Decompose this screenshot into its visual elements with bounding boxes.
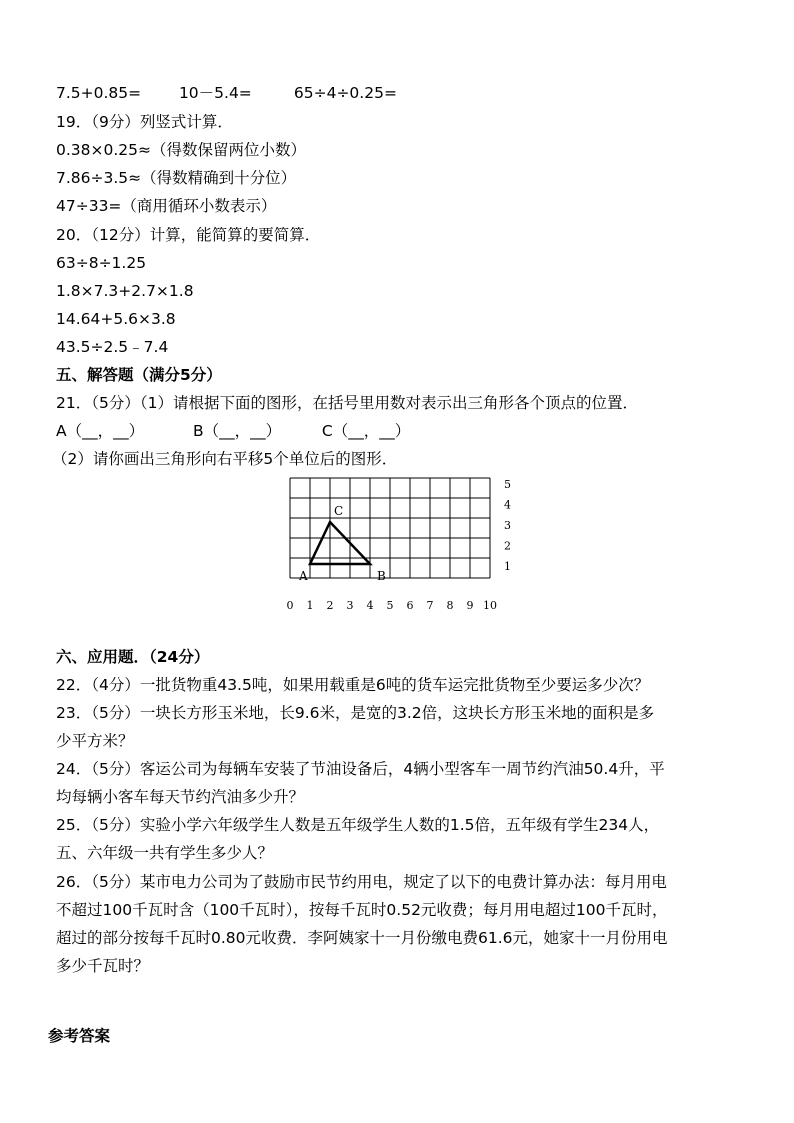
q19-item-3: 47÷33=（商用循环小数表示） bbox=[56, 197, 277, 215]
q24-line-2: 均每辆小客车每天节约汽油多少升？ bbox=[56, 788, 305, 806]
q19-title: 19．（9分）列竖式计算． bbox=[56, 113, 233, 131]
q26-line-1: 26．（5分）某市电力公司为了鼓励市民节约用电，规定了以下的电费计算办法：每月用电 bbox=[56, 873, 667, 891]
vertex-label-b: B bbox=[377, 569, 386, 583]
x-tick-label: 1 bbox=[306, 599, 314, 612]
y-tick-label: 2 bbox=[504, 539, 511, 553]
reference-answers: 参考答案 bbox=[48, 1027, 111, 1045]
calc-item-2: 10－5.4= bbox=[178, 84, 252, 102]
x-tick-label: 3 bbox=[346, 599, 354, 612]
q20-item-4: 43.5÷2.5﹣7.4 bbox=[56, 338, 169, 356]
blank-c: C（__，__） bbox=[321, 422, 411, 440]
x-tick-label: 0 bbox=[286, 599, 294, 612]
calc-item-1: 7.5+0.85= bbox=[56, 84, 142, 102]
calc-item-3: 65÷4÷0.25= bbox=[293, 84, 397, 102]
x-tick-label: 6 bbox=[406, 599, 414, 612]
q24-line-1: 24．（5分）客运公司为每辆车安装了节油设备后，4辆小型客车一周节约汽油50.4升，平 bbox=[56, 760, 665, 778]
x-tick-label: 4 bbox=[366, 599, 374, 612]
q26-line-2: 不超过100千瓦时含（100千瓦时），按每千瓦时0.52元收费；每月用电超过100千瓦时， bbox=[56, 901, 668, 919]
q21-part2: （2）请你画出三角形向右平移5个单位后的图形． bbox=[52, 450, 398, 468]
x-tick-label: 8 bbox=[446, 599, 454, 612]
vertex-label-a: A bbox=[299, 569, 308, 583]
grid-svg bbox=[280, 472, 520, 617]
q20-title: 20．（12分）计算，能简算的要简算． bbox=[56, 226, 321, 244]
y-tick-label: 4 bbox=[504, 498, 511, 512]
section-5-heading: 五、解答题（满分5分） bbox=[56, 366, 222, 384]
y-tick-label: 1 bbox=[504, 560, 511, 573]
q19-item-2: 7.86÷3.5≈（得数精确到十分位） bbox=[56, 169, 297, 187]
q23-line-2: 少平方米？ bbox=[56, 732, 134, 750]
q22: 22．（4分）一批货物重43.5吨，如果用载重是6吨的货车运完批货物至少要运多少次？ bbox=[56, 676, 650, 694]
x-tick-label: 7 bbox=[426, 599, 434, 612]
coordinate-grid bbox=[280, 472, 520, 617]
q25-line-2: 五、六年级一共有学生多少人？ bbox=[56, 844, 274, 862]
q21-title: 21．（5分）（1）请根据下面的图形，在括号里用数对表示出三角形各个顶点的位置． bbox=[56, 394, 638, 412]
x-tick-label: 10 bbox=[483, 599, 497, 612]
calc-line bbox=[56, 83, 397, 103]
y-tick-label: 5 bbox=[504, 478, 511, 491]
y-tick-label: 3 bbox=[504, 519, 511, 532]
q20-item-3: 14.64+5.6×3.8 bbox=[56, 310, 176, 328]
x-tick-label: 2 bbox=[326, 599, 334, 612]
q20-item-2: 1.8×7.3+2.7×1.8 bbox=[56, 282, 194, 300]
x-tick-label: 5 bbox=[386, 599, 394, 612]
q25-line-1: 25．（5分）实验小学六年级学生人数是五年级学生人数的1.5倍，五年级有学生234人， bbox=[56, 816, 660, 834]
blank-b: B（__，__） bbox=[192, 422, 282, 440]
vertex-label-c: C bbox=[334, 504, 344, 518]
q21-blanks bbox=[56, 421, 410, 441]
q26-line-4: 多少千瓦时？ bbox=[56, 957, 150, 975]
q20-item-1: 63÷8÷1.25 bbox=[56, 254, 147, 272]
q19-item-1: 0.38×0.25≈（得数保留两位小数） bbox=[56, 141, 306, 159]
q23-line-1: 23．（5分）一块长方形玉米地，长9.6米，是宽的3.2倍，这块长方形玉米地的面积是多 bbox=[56, 704, 655, 722]
blank-a: A（__，__） bbox=[56, 422, 145, 440]
x-tick-label: 9 bbox=[466, 599, 474, 612]
section-6-heading: 六、应用题．（24分） bbox=[56, 648, 210, 666]
q26-line-3: 超过的部分按每千瓦时0.80元收费．李阿姨家十一月份缴电费61.6元，她家十一月份用电 bbox=[56, 929, 668, 947]
